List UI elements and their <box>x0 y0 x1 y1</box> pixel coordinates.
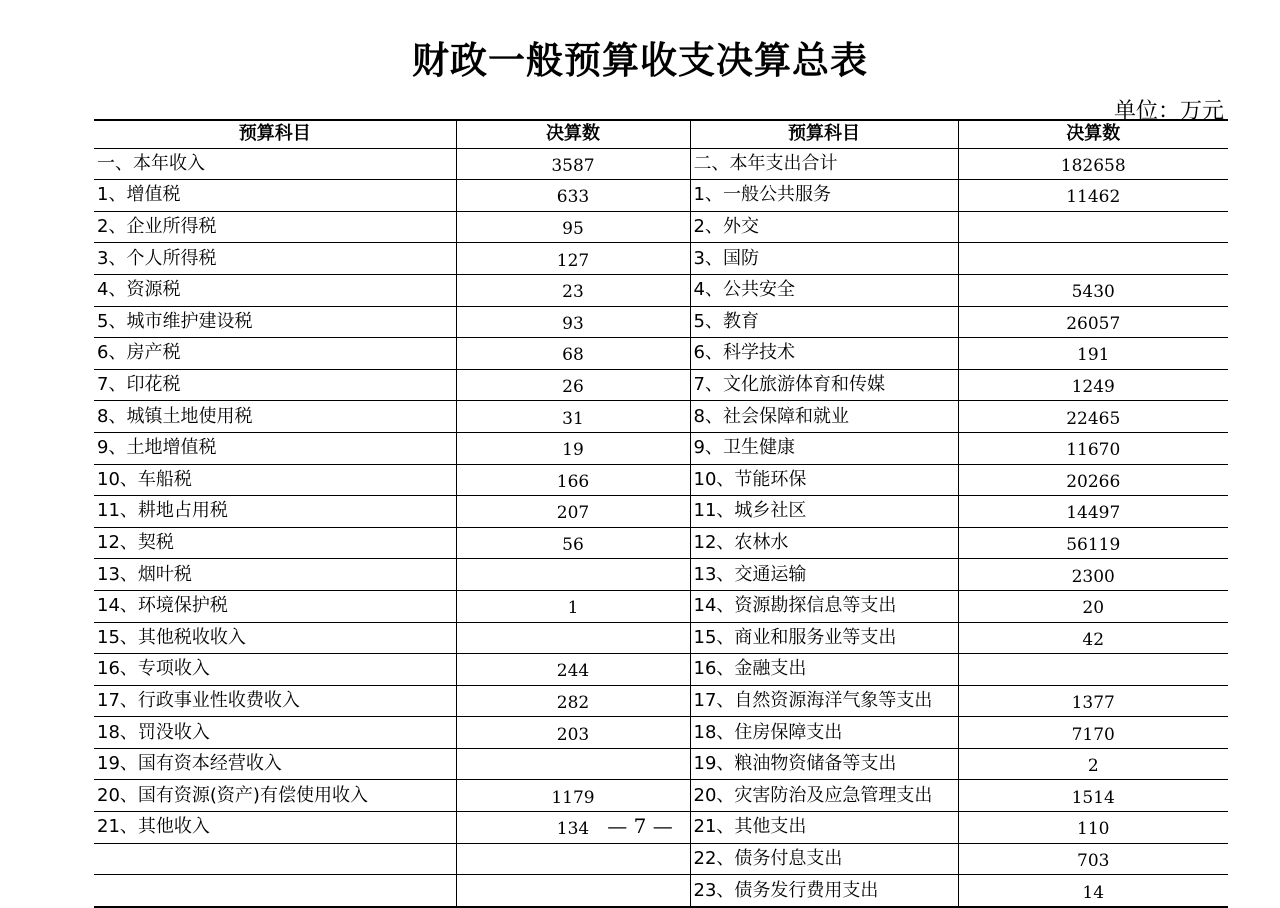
table-row <box>94 148 1228 180</box>
expense-amount-cell: 110 <box>958 812 1228 844</box>
table-header-row <box>94 120 1228 148</box>
table-row <box>94 243 1228 275</box>
table-row <box>94 527 1228 559</box>
expense-amount-cell: 22465 <box>958 401 1228 433</box>
header-expense-subject: 预算科目 <box>690 120 958 148</box>
expense-subject-cell: 18、住房保障支出 <box>690 717 958 749</box>
expense-subject-cell: 11、城乡社区 <box>690 496 958 528</box>
table-row <box>94 717 1228 749</box>
income-amount-cell: 23 <box>456 274 690 306</box>
income-amount-cell: 127 <box>456 243 690 275</box>
income-amount-cell: 207 <box>456 496 690 528</box>
header-income-amount: 决算数 <box>456 120 690 148</box>
income-amount-cell <box>456 843 690 875</box>
income-amount-cell: 134 <box>456 812 690 844</box>
table-row <box>94 875 1228 907</box>
table-row <box>94 180 1228 212</box>
page-number: — 7 — <box>607 814 673 838</box>
expense-amount-cell: 7170 <box>958 717 1228 749</box>
expense-amount-cell: 14497 <box>958 496 1228 528</box>
expense-subject-cell: 4、公共安全 <box>690 274 958 306</box>
expense-subject-cell: 6、科学技术 <box>690 338 958 370</box>
income-subject-cell: 11、耕地占用税 <box>94 496 456 528</box>
header-expense-amount: 决算数 <box>958 120 1228 148</box>
income-subject-cell: 12、契税 <box>94 527 456 559</box>
expense-amount-cell: 42 <box>958 622 1228 654</box>
table-row <box>94 654 1228 686</box>
income-amount-cell: 56 <box>456 527 690 559</box>
expense-subject-cell: 13、交通运输 <box>690 559 958 591</box>
expense-amount-cell <box>958 211 1228 243</box>
budget-table <box>94 119 1228 908</box>
income-amount-cell: 244 <box>456 654 690 686</box>
expense-amount-cell: 1514 <box>958 780 1228 812</box>
income-subject-cell: 15、其他税收收入 <box>94 622 456 654</box>
table-row <box>94 274 1228 306</box>
income-subject-cell: 21、其他收入 <box>94 812 456 844</box>
income-subject-cell <box>94 843 456 875</box>
expense-subject-cell: 20、灾害防治及应急管理支出 <box>690 780 958 812</box>
income-amount-cell <box>456 875 690 907</box>
income-subject-cell: 5、城市维护建设税 <box>94 306 456 338</box>
expense-amount-cell: 56119 <box>958 527 1228 559</box>
income-amount-cell: 282 <box>456 685 690 717</box>
table-row <box>94 559 1228 591</box>
income-amount-cell: 19 <box>456 432 690 464</box>
expense-amount-cell: 703 <box>958 843 1228 875</box>
table-row <box>94 432 1228 464</box>
income-amount-cell <box>456 622 690 654</box>
table-row <box>94 685 1228 717</box>
expense-subject-cell: 10、节能环保 <box>690 464 958 496</box>
income-subject-cell: 3、个人所得税 <box>94 243 456 275</box>
income-amount-cell: 203 <box>456 717 690 749</box>
expense-amount-cell: 14 <box>958 875 1228 907</box>
expense-amount-cell: 2300 <box>958 559 1228 591</box>
expense-amount-cell: 1249 <box>958 369 1228 401</box>
expense-amount-cell: 2 <box>958 748 1228 780</box>
table-row <box>94 780 1228 812</box>
table-row <box>94 496 1228 528</box>
income-subject-cell: 8、城镇土地使用税 <box>94 401 456 433</box>
income-subject-cell: 2、企业所得税 <box>94 211 456 243</box>
income-amount-cell: 68 <box>456 338 690 370</box>
table-row <box>94 464 1228 496</box>
income-amount-cell <box>456 748 690 780</box>
expense-amount-cell: 11670 <box>958 432 1228 464</box>
income-subject-cell: 10、车船税 <box>94 464 456 496</box>
expense-subject-cell: 15、商业和服务业等支出 <box>690 622 958 654</box>
income-subject-cell: 14、环境保护税 <box>94 590 456 622</box>
income-subject-cell: 13、烟叶税 <box>94 559 456 591</box>
income-amount-cell: 1 <box>456 590 690 622</box>
table-row <box>94 306 1228 338</box>
expense-subject-cell: 16、金融支出 <box>690 654 958 686</box>
income-amount-cell: 633 <box>456 180 690 212</box>
expense-amount-cell: 5430 <box>958 274 1228 306</box>
table-row <box>94 369 1228 401</box>
income-subject-cell: 6、房产税 <box>94 338 456 370</box>
expense-subject-cell: 14、资源勘探信息等支出 <box>690 590 958 622</box>
expense-amount-cell: 191 <box>958 338 1228 370</box>
expense-subject-cell: 7、文化旅游体育和传媒 <box>690 369 958 401</box>
page-title: 财政一般预算收支决算总表 <box>412 39 868 82</box>
table-row <box>94 590 1228 622</box>
expense-amount-cell: 182658 <box>958 148 1228 180</box>
income-subject-cell: 1、增值税 <box>94 180 456 212</box>
expense-subject-cell: 2、外交 <box>690 211 958 243</box>
expense-subject-cell: 23、债务发行费用支出 <box>690 875 958 907</box>
income-amount-cell: 26 <box>456 369 690 401</box>
expense-subject-cell: 21、其他支出 <box>690 812 958 844</box>
income-subject-cell: 18、罚没收入 <box>94 717 456 749</box>
expense-amount-cell <box>958 654 1228 686</box>
table-row <box>94 622 1228 654</box>
income-amount-cell: 3587 <box>456 148 690 180</box>
expense-amount-cell <box>958 243 1228 275</box>
income-subject-cell: 4、资源税 <box>94 274 456 306</box>
income-amount-cell: 93 <box>456 306 690 338</box>
expense-subject-cell: 1、一般公共服务 <box>690 180 958 212</box>
expense-subject-cell: 二、本年支出合计 <box>690 148 958 180</box>
expense-subject-cell: 19、粮油物资储备等支出 <box>690 748 958 780</box>
expense-amount-cell: 26057 <box>958 306 1228 338</box>
income-subject-cell <box>94 875 456 907</box>
expense-amount-cell: 20266 <box>958 464 1228 496</box>
table-row <box>94 338 1228 370</box>
expense-amount-cell: 11462 <box>958 180 1228 212</box>
expense-amount-cell: 20 <box>958 590 1228 622</box>
income-amount-cell: 1179 <box>456 780 690 812</box>
income-subject-cell: 9、土地增值税 <box>94 432 456 464</box>
unit-label: 单位：万元 <box>1113 99 1224 124</box>
table-row <box>94 843 1228 875</box>
income-subject-cell: 20、国有资源(资产)有偿使用收入 <box>94 780 456 812</box>
income-amount-cell: 31 <box>456 401 690 433</box>
expense-subject-cell: 9、卫生健康 <box>690 432 958 464</box>
expense-subject-cell: 17、自然资源海洋气象等支出 <box>690 685 958 717</box>
income-subject-cell: 17、行政事业性收费收入 <box>94 685 456 717</box>
table-row <box>94 401 1228 433</box>
income-subject-cell: 一、本年收入 <box>94 148 456 180</box>
expense-subject-cell: 22、债务付息支出 <box>690 843 958 875</box>
income-subject-cell: 19、国有资本经营收入 <box>94 748 456 780</box>
table-row <box>94 748 1228 780</box>
income-amount-cell: 95 <box>456 211 690 243</box>
header-income-subject: 预算科目 <box>94 120 456 148</box>
income-amount-cell <box>456 559 690 591</box>
expense-subject-cell: 12、农林水 <box>690 527 958 559</box>
income-amount-cell: 166 <box>456 464 690 496</box>
expense-subject-cell: 8、社会保障和就业 <box>690 401 958 433</box>
expense-amount-cell: 1377 <box>958 685 1228 717</box>
expense-subject-cell: 3、国防 <box>690 243 958 275</box>
expense-subject-cell: 5、教育 <box>690 306 958 338</box>
income-subject-cell: 7、印花税 <box>94 369 456 401</box>
income-subject-cell: 16、专项收入 <box>94 654 456 686</box>
table-row <box>94 211 1228 243</box>
